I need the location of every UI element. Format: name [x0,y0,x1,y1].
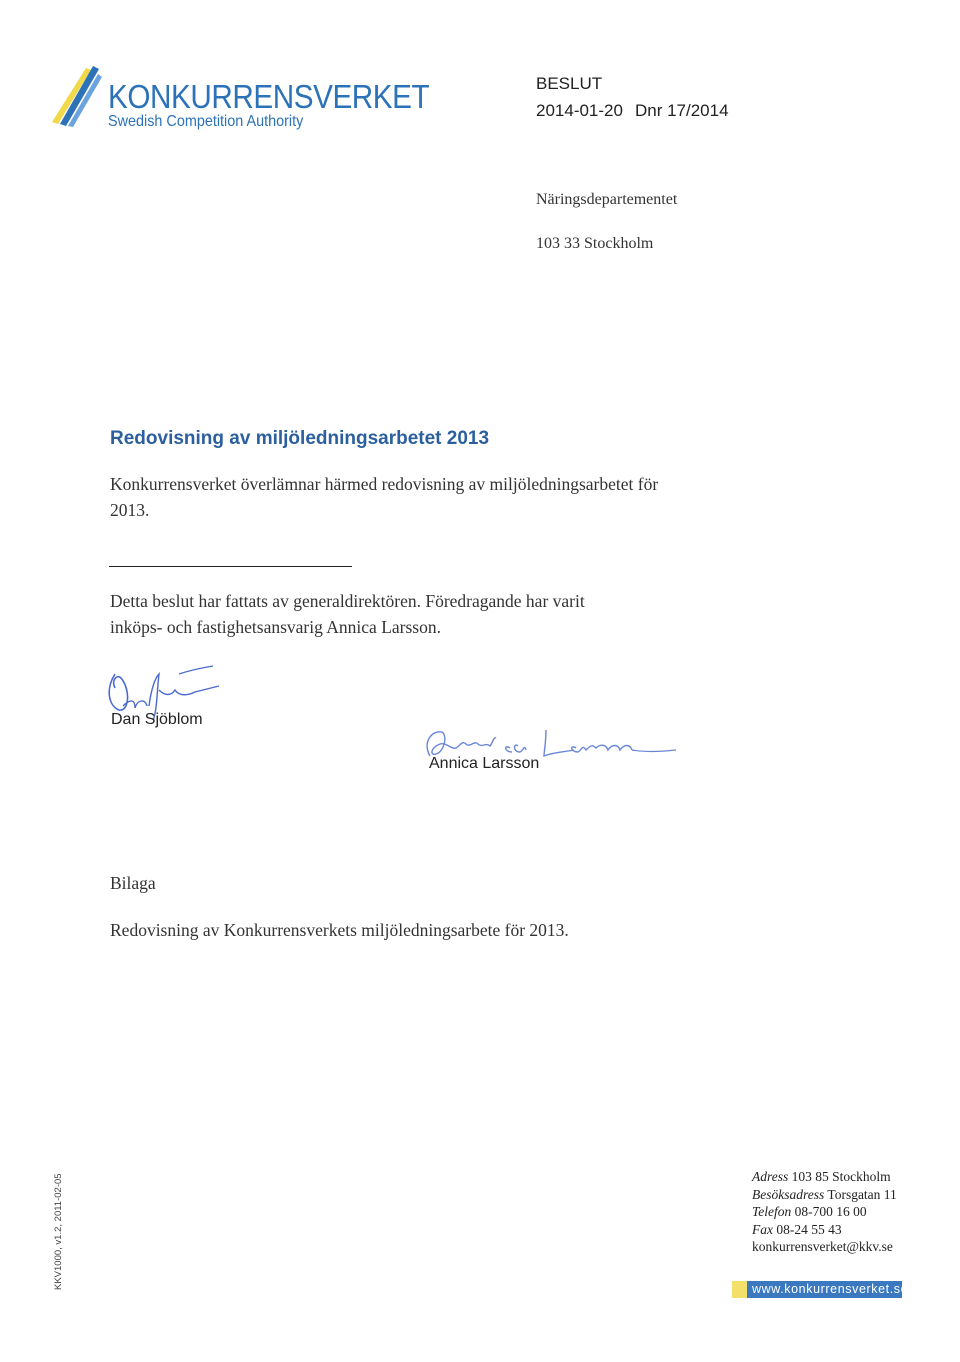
footer-address-value: 103 85 Stockholm [791,1169,891,1184]
footer-phone-row [752,1203,897,1221]
document-date: 2014-01-20 [536,101,623,120]
logo-subtitle: Swedish Competition Authority [108,113,304,130]
document-type: BESLUT [536,74,603,93]
footer-email[interactable]: konkurrensverket@kkv.se [752,1239,893,1254]
document-date-line [536,101,729,121]
letter-title: Redovisning av miljöledningsarbetet 2013 [110,428,490,449]
decision-line-1: Detta beslut har fattats av generaldirektören. Föredragande har varit [110,591,585,611]
attachment-item: Redovisning av Konkurrensverkets miljöledningsarbete för 2013. [110,920,569,940]
logo-wordmark: KONKURRENSVERKET [108,78,430,115]
footer-fax-value: 08-24 55 43 [776,1221,842,1237]
footer-fax-row [752,1221,897,1239]
footer-visit-row [752,1186,897,1204]
footer-address-label: Adress [752,1169,789,1184]
document-dnr: Dnr 17/2014 [634,101,729,120]
recipient-address: 103 33 Stockholm [536,235,654,252]
website-link[interactable]: www.konkurrensverket.se [752,1282,909,1296]
konkurrensverket-logo-icon [46,60,106,130]
footer-visit-label: Besöksadress [752,1186,825,1202]
attachment-heading: Bilaga [110,873,156,893]
letter-paragraph-line-1: Konkurrensverket överlämnar härmed redovisning av miljöledningsarbetet för [110,474,659,494]
letter-paragraph-line-2: 2013. [110,500,150,520]
footer-phone-label: Telefon [752,1204,792,1219]
signatory-name-annica-larsson: Annica Larsson [429,755,540,772]
footer-phone-value: 08-700 16 00 [794,1204,867,1219]
website-banner-accent [732,1281,747,1298]
website-banner[interactable] [732,1281,909,1298]
decision-line-2: inköps- och fastighetsansvarig Annica Larsson. [110,617,441,637]
footer-address-row [752,1168,897,1186]
recipient-name: Näringsdepartementet [536,191,678,208]
footer-contact-block [752,1168,897,1256]
form-identifier: KKV1000, v1.2, 2011-02-05 [53,1173,64,1290]
divider-line [109,566,352,567]
signatory-name-dan-sjoblom: Dan Sjöblom [111,711,203,728]
footer-fax-label: Fax [752,1221,773,1237]
footer-visit-value: Torsgatan 11 [827,1186,897,1202]
